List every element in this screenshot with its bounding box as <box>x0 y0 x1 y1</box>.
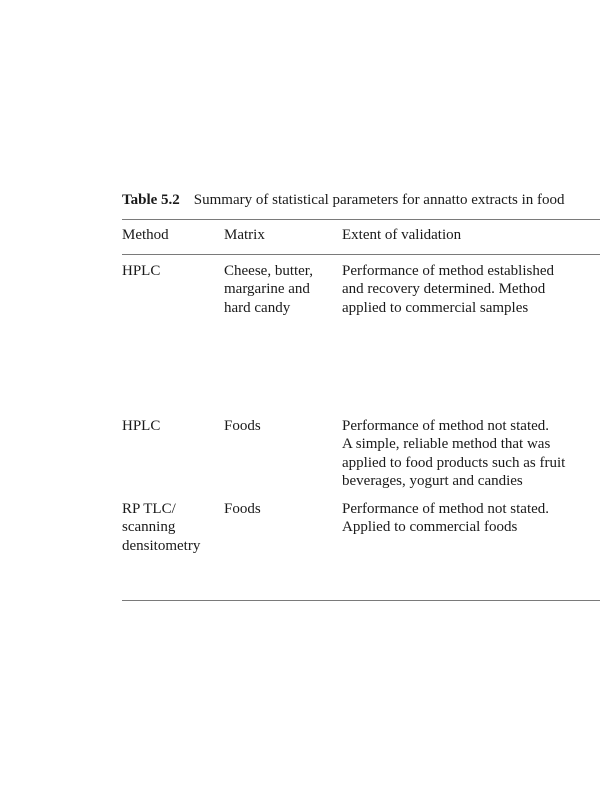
row-3-method-line: RP TLC/ <box>122 501 176 517</box>
row-1-matrix <box>224 262 334 317</box>
row-1-method <box>122 262 217 280</box>
table-top-rule <box>122 219 600 220</box>
header-matrix: Matrix <box>224 227 265 243</box>
row-2-extent-line: beverages, yogurt and candies <box>342 472 523 489</box>
row-3-extent <box>342 500 600 537</box>
row-1-matrix-line: Cheese, butter, <box>224 263 313 279</box>
header-extent: Extent of validation <box>342 227 462 243</box>
table-bottom-rule <box>122 600 600 601</box>
row-2-extent <box>342 417 600 490</box>
row-3-matrix <box>224 500 334 518</box>
table-title: Summary of statistical parameters for annatto extracts in food <box>193 192 565 208</box>
row-1-extent-line: Performance of method established <box>342 263 555 279</box>
row-2-matrix <box>224 417 334 435</box>
row-1-method-line: HPLC <box>122 263 161 279</box>
row-1-extent <box>342 262 600 317</box>
row-3-method <box>122 500 217 555</box>
table-label: Table 5.2 <box>122 192 180 208</box>
header-method: Method <box>122 227 169 243</box>
table-header-rule <box>122 254 600 255</box>
row-1-matrix-line: hard candy <box>224 299 291 316</box>
row-2-matrix-line: Foods <box>224 418 261 434</box>
row-3-method-line: scanning <box>122 519 176 536</box>
row-1-extent-line: applied to commercial samples <box>342 299 529 316</box>
row-2-method-line: HPLC <box>122 418 161 434</box>
row-2-extent-line: applied to food products such as fruit <box>342 454 566 471</box>
table-caption <box>122 190 565 210</box>
row-2-extent-line: A simple, reliable method that was <box>342 436 551 453</box>
row-3-matrix-line: Foods <box>224 501 261 517</box>
row-3-extent-line: Performance of method not stated. <box>342 501 550 517</box>
row-1-extent-line: and recovery determined. Method <box>342 281 546 298</box>
row-2-extent-line: Performance of method not stated. <box>342 418 550 434</box>
row-3-method-line: densitometry <box>122 537 201 554</box>
row-1-matrix-line: margarine and <box>224 281 310 298</box>
row-2-method <box>122 417 217 435</box>
row-3-extent-line: Applied to commercial foods <box>342 519 518 536</box>
